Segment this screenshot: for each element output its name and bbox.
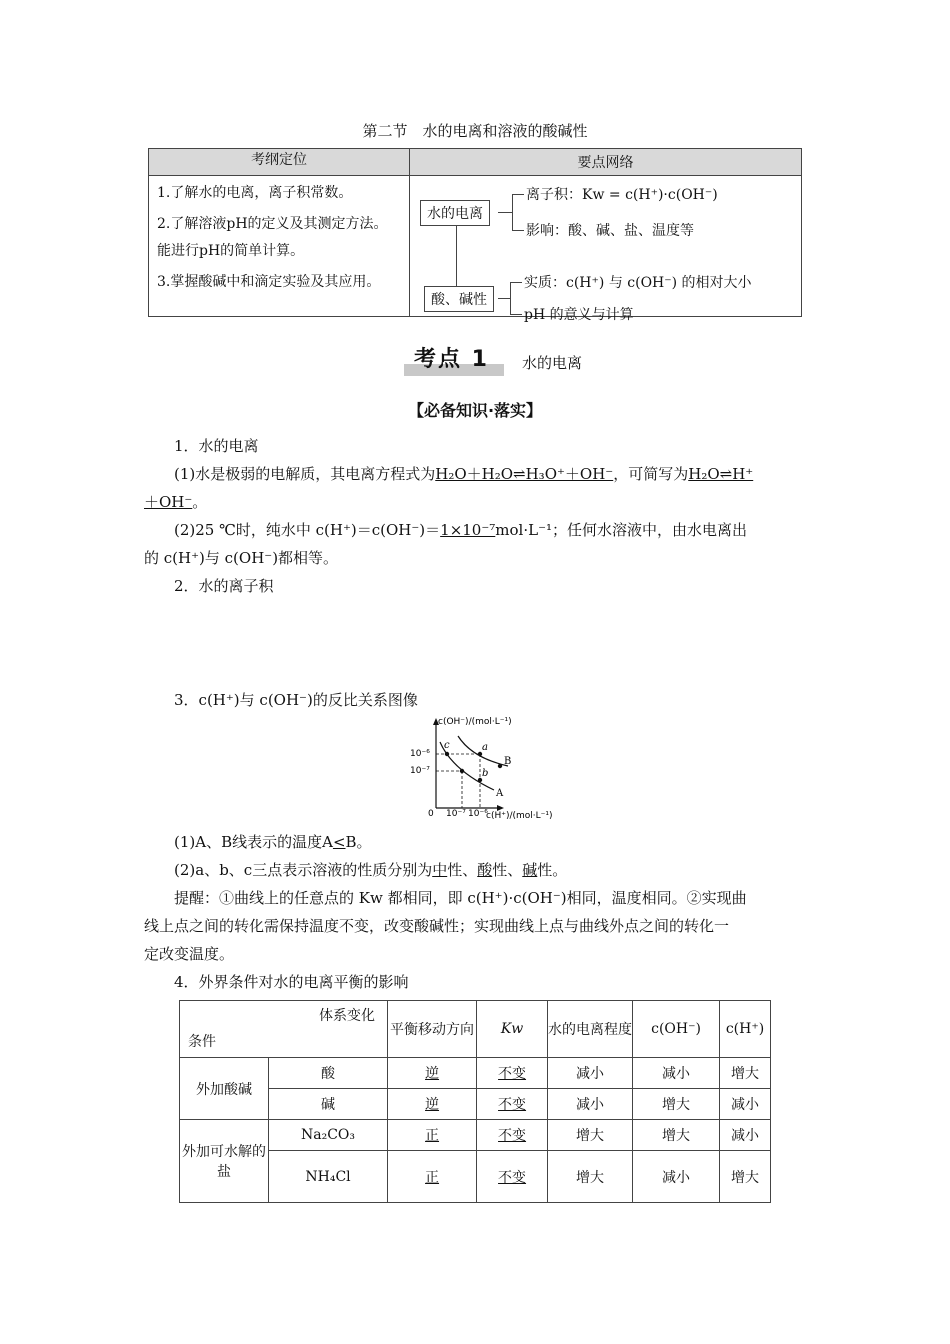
cell: 碱 [269, 1089, 388, 1120]
text: 。 [192, 493, 208, 511]
text: (2)a、b、c三点表示溶液的性质分别为 [174, 861, 433, 879]
heading-1: 1．水的电离 [174, 437, 259, 455]
cell [477, 1089, 548, 1120]
header-direction: 平衡移动方向 [388, 1001, 477, 1058]
answer: < [332, 833, 346, 851]
cell: 增大 [548, 1151, 633, 1203]
x-tick-label: 0 [428, 809, 434, 819]
para-1-2-cont: 的 c(H⁺)与 c(OH⁻)都相等。 [144, 549, 339, 567]
cell: 减小 [548, 1058, 633, 1089]
net-box-ionization: 水的电离 [420, 200, 490, 226]
cell: 酸 [269, 1058, 388, 1089]
header-kw: Kw [477, 1001, 548, 1058]
tip-line: 定改变温度。 [144, 945, 235, 963]
text: (1)A、B线表示的温度A [174, 833, 333, 851]
para-1-1-cont [144, 488, 806, 516]
para-1-1 [144, 460, 836, 488]
text: B。 [345, 833, 372, 851]
group-salt: 外加可水解的盐 [180, 1120, 269, 1203]
curve-label: B [504, 756, 512, 767]
goal-item: 1.了解水的电离，离子积常数。 [157, 185, 353, 201]
cell: 减小 [548, 1089, 633, 1120]
answer: 正 [425, 1169, 440, 1186]
network-cell [410, 176, 802, 323]
heading-2: 2．水的离子积 [174, 577, 274, 595]
answer: 中 [432, 861, 448, 879]
point-B [498, 764, 502, 768]
answer: 逆 [425, 1066, 440, 1082]
conditions-table [179, 1000, 771, 1203]
net-ionic-product: 离子积：Kw = c(H⁺)·c(OH⁻) [526, 187, 718, 203]
cell: NH₄Cl [269, 1151, 388, 1203]
text: (2)25 ℃时，纯水中 c(H⁺)＝c(OH⁻)＝ [174, 521, 441, 539]
cell [388, 1058, 477, 1089]
text: 性。 [537, 861, 568, 879]
knowledge-heading: 【必备知识·落实】 [407, 401, 543, 420]
header-condition: 条件 [188, 1034, 216, 1050]
x-tick-label: 10⁻⁷ [446, 809, 466, 819]
answer: 正 [425, 1128, 440, 1144]
net-ph: pH 的意义与计算 [524, 307, 634, 323]
connector [512, 194, 524, 195]
goal-item: 2.了解溶液pH的定义及其测定方法。能进行pH的简单计算。 [157, 216, 388, 259]
cell: Na₂CO₃ [269, 1120, 388, 1151]
point-label: c [444, 740, 450, 751]
point-c [445, 752, 449, 756]
tip-line: 提醒：①曲线上的任意点的 Kw 都相同，即 c(H⁺)·c(OH⁻)相同，温度相同。②实现曲 [174, 889, 747, 907]
cell: 减小 [720, 1120, 771, 1151]
equation-short: H₂O⇌H⁺ [688, 465, 754, 483]
para-3-1 [144, 828, 836, 856]
cell: 增大 [720, 1058, 771, 1089]
connector [456, 226, 457, 286]
curve-label: A [496, 788, 504, 799]
diagonal-header [180, 1001, 388, 1058]
para-1-2 [144, 516, 836, 544]
net-essence: 实质：c(H⁺) 与 c(OH⁻) 的相对大小 [524, 275, 752, 291]
tip-line: 线上点之间的转化需保持温度不变，改变酸碱性；实现曲线上点与曲线外点之间的转化一 [144, 917, 730, 935]
text: 性、 [492, 861, 523, 879]
header-network: 要点网络 [410, 149, 802, 176]
equation-ionization: H₂O＋H₂O⇌H₃O⁺＋OH⁻ [435, 465, 614, 483]
kaodian-label: 考点 1 [414, 347, 489, 372]
cell [388, 1120, 477, 1151]
cell [388, 1151, 477, 1203]
connector [498, 298, 510, 299]
header-goals: 考纲定位 [149, 149, 410, 176]
text: mol·L⁻¹；任何水溶液中，由水电离出 [495, 521, 748, 539]
header-h: c(H⁺) [720, 1001, 771, 1058]
header-degree: 水的电离程度 [548, 1001, 633, 1058]
answer: 不变 [498, 1169, 527, 1186]
y-tick-label: 10⁻⁶ [410, 749, 430, 759]
goals-cell [149, 176, 410, 317]
answer: 逆 [425, 1097, 440, 1113]
cell: 减小 [720, 1089, 771, 1120]
inverse-relation-graph [400, 712, 590, 824]
cell: 增大 [633, 1120, 720, 1151]
concentration-value: 1×10⁻⁷ [440, 521, 496, 539]
text: (1)水是极弱的电解质，其电离方程式为 [174, 465, 436, 483]
overview-table [148, 148, 802, 323]
cell [477, 1151, 548, 1203]
answer: 不变 [498, 1066, 527, 1082]
para-3-2 [144, 856, 836, 884]
cell [388, 1089, 477, 1120]
cell: 减小 [633, 1058, 720, 1089]
point-mid [460, 769, 464, 773]
point-label: a [482, 742, 488, 753]
cell: 增大 [548, 1120, 633, 1151]
connector [498, 212, 512, 213]
net-influence: 影响：酸、碱、盐、温度等 [526, 223, 694, 239]
cell: 减小 [633, 1151, 720, 1203]
x-axis-label: c(H⁺)/(mol·L⁻¹) [486, 811, 553, 821]
goal-item: 3.掌握酸碱中和滴定实验及其应用。 [157, 274, 381, 290]
header-oh: c(OH⁻) [633, 1001, 720, 1058]
text: 性、 [447, 861, 478, 879]
cell: 增大 [633, 1089, 720, 1120]
answer: 不变 [498, 1128, 527, 1144]
connector [512, 230, 524, 231]
y-tick-label: 10⁻⁷ [410, 766, 430, 776]
net-box-acidity: 酸、碱性 [424, 286, 494, 312]
answer: 酸 [477, 861, 493, 879]
cell: 增大 [720, 1151, 771, 1203]
connector [510, 314, 522, 315]
connector [512, 194, 513, 230]
section-title: 第二节 水的电离和溶液的酸碱性 [362, 122, 588, 140]
heading-3: 3．c(H⁺)与 c(OH⁻)的反比关系图像 [174, 691, 418, 709]
point-label: b [482, 768, 489, 779]
connector [510, 282, 522, 283]
cell [477, 1120, 548, 1151]
kaodian-subtitle: 水的电离 [522, 354, 583, 372]
header-change: 体系变化 [319, 1008, 376, 1024]
x-tick-label: 10⁻⁶ [468, 809, 488, 819]
answer: 不变 [498, 1097, 527, 1113]
text: ，可简写为 [613, 465, 689, 483]
y-axis-label: c(OH⁻)/(mol·L⁻¹) [438, 717, 512, 727]
connector [510, 282, 511, 314]
cell [477, 1058, 548, 1089]
equation-short-tail: ＋OH⁻ [144, 493, 193, 511]
group-acid-base: 外加酸碱 [180, 1058, 269, 1120]
heading-4: 4．外界条件对水的电离平衡的影响 [174, 973, 409, 991]
kaodian-banner [404, 342, 504, 376]
answer: 碱 [522, 861, 538, 879]
